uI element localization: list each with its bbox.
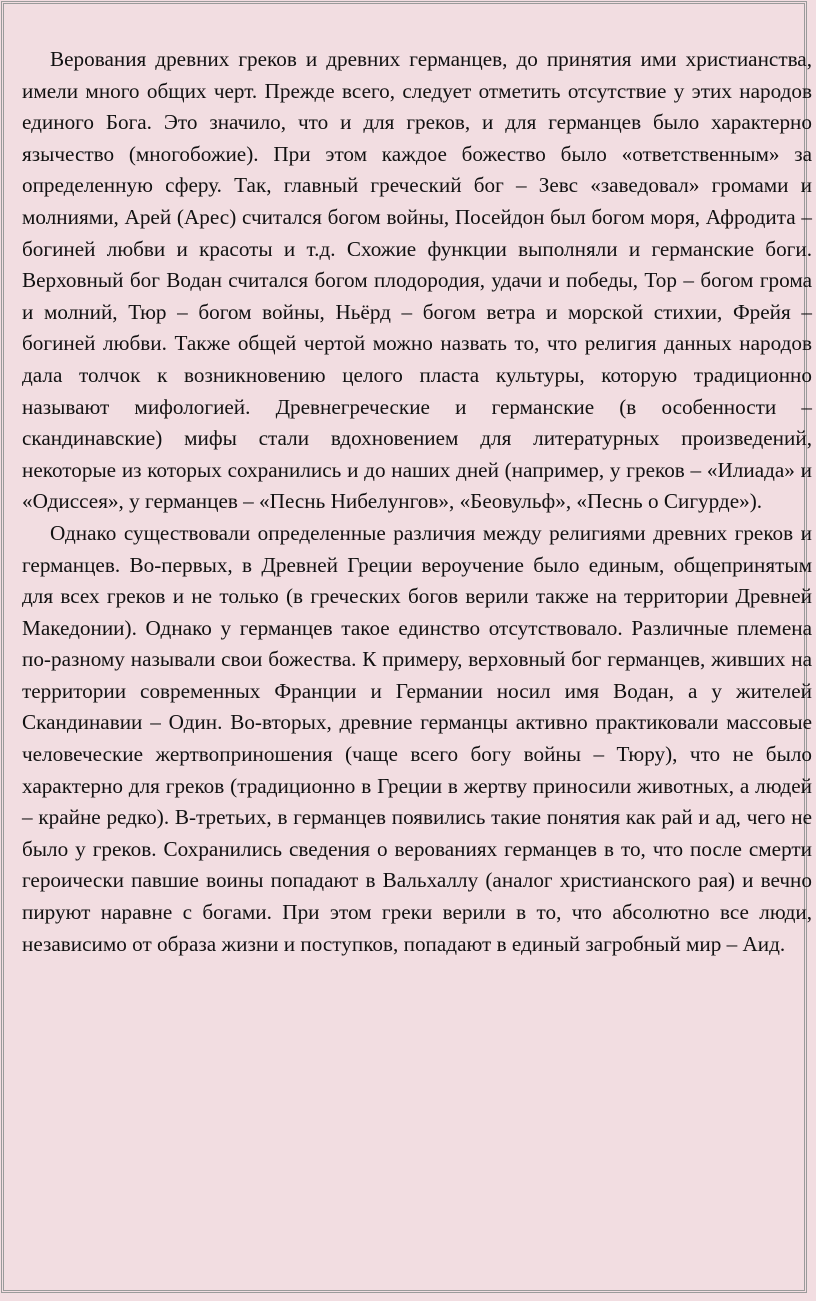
paragraph-1: Верования древних греков и древних германцев, до принятия ими христианства, имели много общих черт. Прежде всего, следует отметить отсутствие у этих народов единого Бога. Это значило, что и для греков, и для германцев было характерно язычество (многобожие). При этом каждое божество было «ответственным» за определенную сферу. Так, главный греческий бог – Зевс «заведовал» громами и молниями, Арей (Арес) считался богом войны, Посейдон был богом моря, Афродита – богиней любви и красоты и т.д. Схожие функции выполняли и германские боги. Верховный бог Водан считался богом плодородия, удачи и победы, Тор – богом грома и молний, Тюр – богом войны, Ньёрд – богом ветра и морской стихии, Фрейя – богиней любви. Также общей чертой можно назвать то, что религия данных народов дала толчок к возникновению целого пласта культуры, которую традиционно называют мифологией. Древнегреческие и германские (в особенности – скандинавские) мифы стали вдохновением для литературных произведений, некоторые из которых сохранились и до наших дней (например, у греков – «Илиада» и «Одиссея», у германцев – «Песнь Нибелунгов», «Беовульф», «Песнь о Сигурде»). <box>22 47 812 514</box>
paragraph-2: Однако существовали определенные различия между религиями древних греков и германцев. Во-первых, в Древней Греции вероучение было единым, общепринятым для всех греков и не только (в греческих богов верили также на территории Древней Македонии). Однако у германцев такое единство отсутствовало. Различные племена по-разному называли свои божества. К примеру, верховный бог германцев, живших на территории современных Франции и Германии носил имя Водан, а у жителей Скандинавии – Один. Во-вторых, древние германцы активно практиковали массовые человеческие жертвоприношения (чаще всего богу войны – Тюру), что не было характерно для греков (традиционно в Греции в жертву приносили животных, а людей – крайне редко). В-третьих, в германцев появились такие понятия как рай и ад, чего не было у греков. Сохранились сведения о верованиях германцев в то, что после смерти героически павшие воины попадают в Вальхаллу (аналог христианского рая) и вечно пируют наравне с богами. При этом греки верили в то, что абсолютно все люди, независимо от образа жизни и поступков, попадают в единый загробный мир – Аид. <box>22 520 812 956</box>
document-body <box>22 44 812 960</box>
page-frame <box>1 1 812 1293</box>
